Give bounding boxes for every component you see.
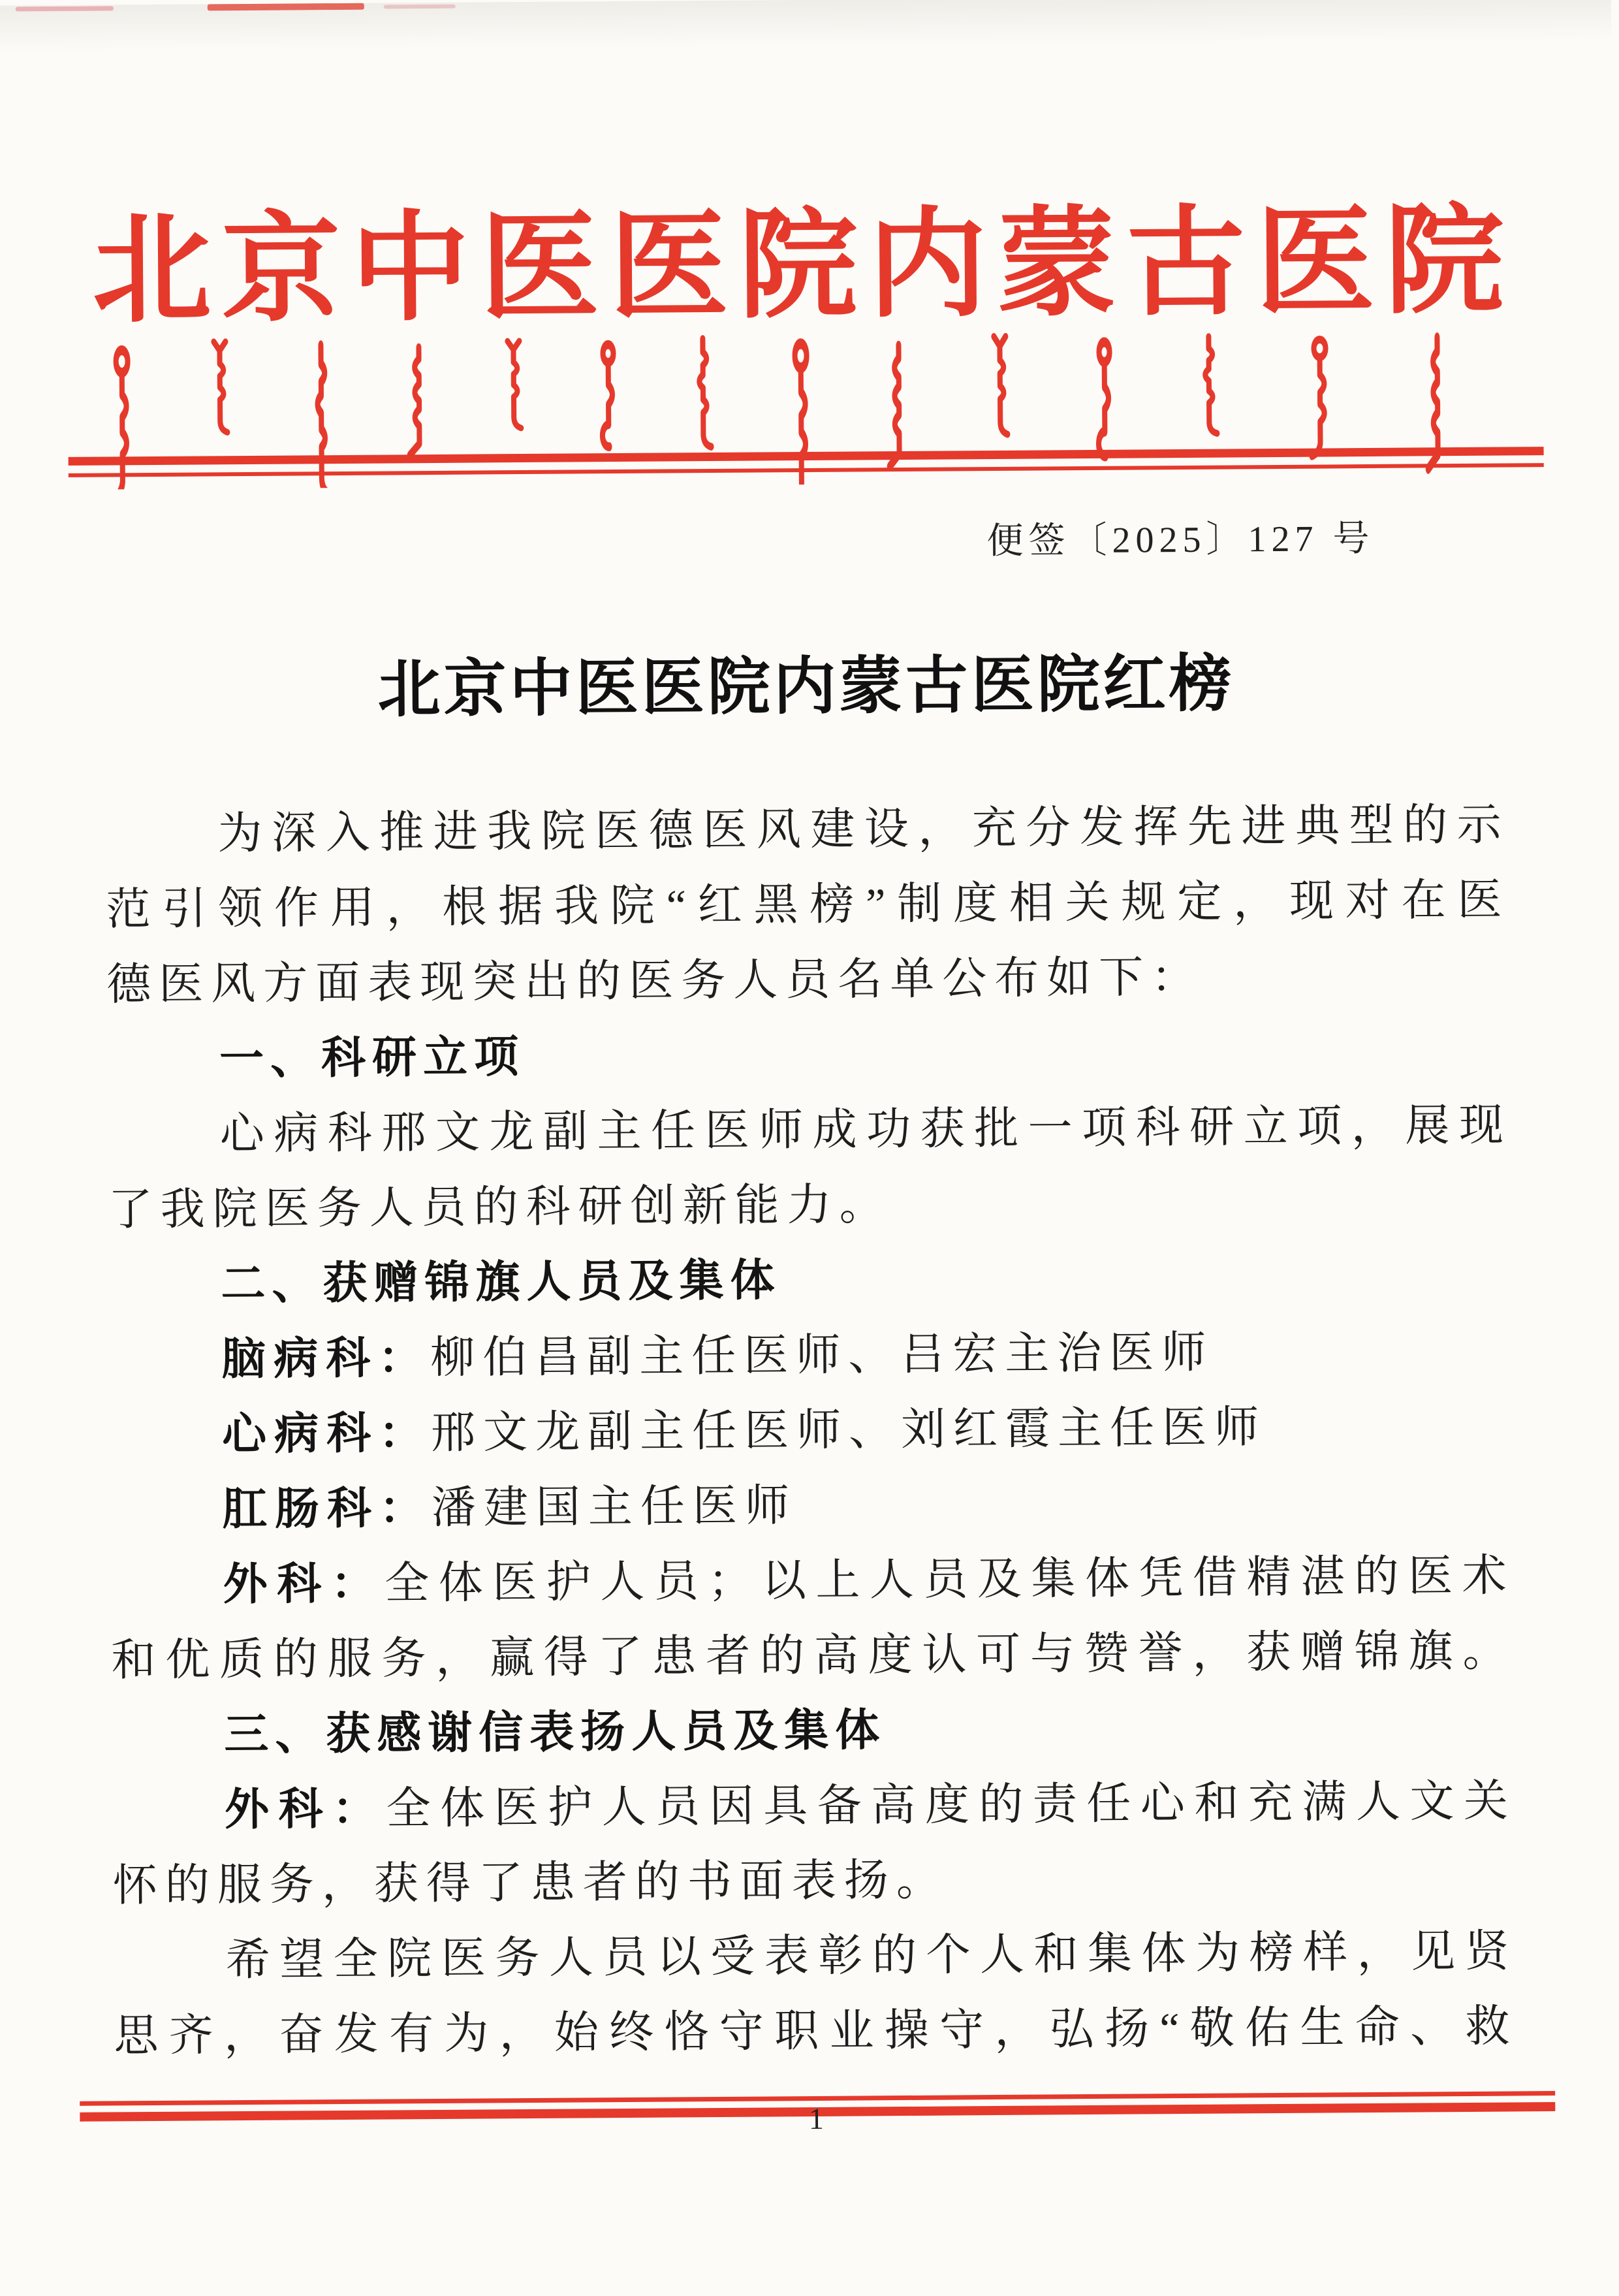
scan-artifact [384,5,456,9]
body-line-text: 全体医护人员因具备高度的责任心和充满人文关 [386,1776,1517,1834]
section-heading: 二、获赠锦旗人员及集体 [221,1254,781,1311]
section-heading: 一、科研立项 [219,1031,526,1085]
scan-artifact [208,3,364,11]
body-line: 和优质的服务，赢得了患者的高度认可与赞誉，获赠锦旗。 [111,1625,1515,1685]
body-line: 了我院医务人员的科研创新能力。 [108,1179,892,1235]
document-title: 北京中医医院内蒙古医院红榜 [377,648,1235,725]
page-number: 1 [808,2101,825,2136]
body-line-text: 全体医护人员；以上人员及集体凭借精湛的医术 [384,1550,1515,1608]
body-line: 德医风方面表现突出的医务人员名单公布如下： [106,951,1204,1010]
department-label: 脑病科： [221,1332,431,1386]
body-line: 心病科邢文龙副主任医师成功获批一项科研立项，展现 [219,1100,1512,1159]
mongolian-letter [317,345,330,490]
body-line [109,1313,1513,1397]
scan-artifact [16,6,114,11]
mongolian-letter [409,347,419,455]
body-line-text: 潘建国主任医师 [431,1480,798,1533]
mongolian-letter [1311,340,1326,456]
department-label: 肛肠科： [222,1482,432,1536]
body-line [110,1388,1514,1473]
body-line-text: 邢文龙副主任医师、刘红霞主任医师 [430,1402,1267,1458]
body-line-text: 柳伯昌副主任医师、吕宏主治医师 [430,1327,1214,1383]
mongolian-letter [213,342,227,432]
section-heading: 三、获感谢信表扬人员及集体 [224,1704,887,1761]
mongolian-letter [994,336,1007,434]
mongolian-letter [888,345,899,467]
mongolian-letter [1205,336,1218,433]
department-label: 心病科： [221,1407,432,1461]
body-line [110,1538,1515,1623]
mongolian-letter [507,341,521,428]
document-body [105,788,1518,2074]
department-label: 外科： [223,1557,385,1611]
body-line: 为深入推进我院医德医风建设，充分发挥先进典型的示 [217,799,1509,859]
body-line [110,1463,1514,1548]
body-line: 范引领作用，根据我院“红黑榜”制度相关规定，现对在医 [106,874,1510,934]
mongolian-letter [1098,342,1110,456]
reference-number: 便签〔2025〕127 号 [986,518,1375,562]
body-line [112,1763,1517,1848]
body-line: 怀的服务，获得了患者的书面表扬。 [112,1855,949,1911]
department-label: 外科： [224,1783,386,1836]
body-line: 希望全院医务人员以受表彰的个人和集体为榜样，见贤 [225,1926,1517,1985]
mongolian-letter [113,350,129,490]
letterhead-org-name: 北京中医医院内蒙古医院 [91,196,1515,338]
mongolian-letter [602,345,614,447]
body-line: 思齐，奋发有为，始终恪守职业操守，弘扬“敬佑生命、救 [114,2001,1518,2061]
mongolian-letter [699,339,712,447]
scan-edge-shading [0,0,1611,52]
